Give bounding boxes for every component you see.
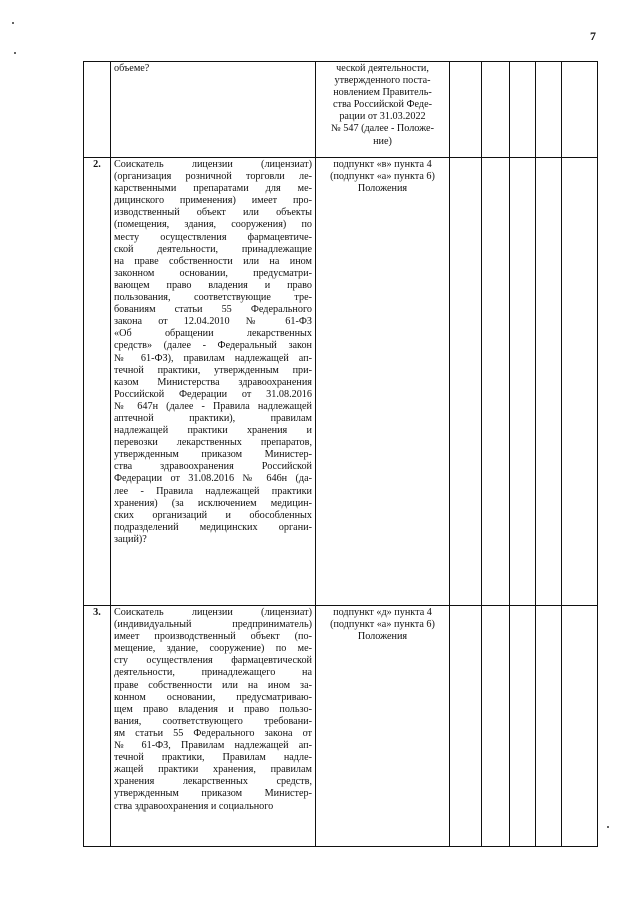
scan-speck bbox=[14, 52, 16, 54]
question-line: конном основании, предусматриваю- bbox=[114, 691, 312, 703]
reference-line: ства Российской Феде- bbox=[332, 99, 432, 111]
question-line: законном основании, предусматри- bbox=[114, 267, 312, 279]
question-line: сту осуществления фармацевтической bbox=[114, 655, 312, 667]
question-line: имеет производственный объект (по- bbox=[114, 631, 312, 643]
question-line: объеме? bbox=[114, 63, 150, 74]
answer-no-cell bbox=[482, 606, 510, 847]
answer-yes-cell bbox=[450, 158, 482, 606]
reference-line: № 547 (далее - Положе- bbox=[331, 123, 434, 135]
question-line: вания, соответствующего требовани- bbox=[114, 715, 312, 727]
notes-cell bbox=[562, 158, 598, 606]
question-line: деятельности, принадлежащего на bbox=[114, 667, 312, 679]
answer-extra-cell bbox=[536, 158, 562, 606]
question-line: (индивидуальный предприниматель) bbox=[114, 619, 312, 631]
reference-line: ние) bbox=[373, 135, 392, 147]
notes-cell bbox=[562, 606, 598, 847]
reference-line: (подпункт «а» пункта 6) bbox=[330, 171, 435, 183]
question-line: закона от 12.04.2010 № 61-ФЗ bbox=[114, 316, 312, 328]
question-line: № 647н (далее - Правила надлежащей bbox=[114, 400, 312, 412]
question-line: (помещения, здания, сооружения) по bbox=[114, 219, 312, 231]
answer-no-cell bbox=[482, 158, 510, 606]
question-cell bbox=[111, 158, 316, 606]
question-line: хранения) (за исключением медицин- bbox=[114, 497, 312, 509]
row-number: 2. bbox=[84, 158, 111, 606]
question-line: ских организаций и обособленных bbox=[114, 509, 312, 521]
question-line: утвержденным приказом Министер- bbox=[114, 788, 312, 800]
question-line: месту осуществления фармацевтиче- bbox=[114, 231, 312, 243]
answer-na-cell bbox=[510, 606, 536, 847]
question-cell bbox=[111, 606, 316, 847]
question-line: перевозки лекарственных препаратов, bbox=[114, 437, 312, 449]
notes-cell bbox=[562, 62, 598, 158]
answer-extra-cell bbox=[536, 606, 562, 847]
reference-line: Положения bbox=[357, 183, 408, 195]
question-line: на праве собственности или на ином bbox=[114, 255, 312, 267]
reference-line: (подпункт «а» пункта 6) bbox=[330, 619, 435, 631]
question-line: бованиям статьи 55 Федерального bbox=[114, 304, 312, 316]
row-number: 3. bbox=[84, 606, 111, 847]
question-line: течной практики, Правилам надле- bbox=[114, 752, 312, 764]
question-line: хранения лекарственных средств, bbox=[114, 776, 312, 788]
scan-speck bbox=[607, 826, 609, 828]
answer-na-cell bbox=[510, 158, 536, 606]
question-line: аптечной практики), правилам bbox=[114, 412, 312, 424]
table-row bbox=[84, 62, 598, 158]
reference-line: рации от 31.03.2022 bbox=[339, 111, 426, 123]
question-line: вающем право владения и право bbox=[114, 279, 312, 291]
question-line: средств» (далее - Федеральный закон bbox=[114, 340, 312, 352]
reference-line: новлением Правитель- bbox=[333, 87, 432, 99]
question-line: дицинского применения) имеет про- bbox=[114, 195, 312, 207]
question-line: Российской Федерации от 31.08.2016 bbox=[114, 388, 312, 400]
reference-line: подпункт «д» пункта 4 bbox=[333, 607, 432, 618]
reference-line: утвержденного поста- bbox=[334, 75, 431, 87]
question-line: изводственный объект или объекты bbox=[114, 207, 312, 219]
question-line: пользования, соответствующие тре- bbox=[114, 292, 312, 304]
question-line: надлежащей практики хранения и bbox=[114, 425, 312, 437]
table-row bbox=[84, 158, 598, 606]
question-line: ям статьи 55 Федерального закона от bbox=[114, 727, 312, 739]
question-line: Соискатель лицензии (лицензиат) bbox=[114, 159, 312, 170]
reference-cell bbox=[316, 62, 450, 158]
requirements-table bbox=[83, 61, 598, 847]
question-line: ства здравоохранения Российской bbox=[114, 461, 312, 473]
question-line: лее - Правила надлежащей практики bbox=[114, 485, 312, 497]
question-line: утвержденным приказом Министер- bbox=[114, 449, 312, 461]
reference-line: Положения bbox=[357, 631, 408, 643]
question-line: № 61-ФЗ, Правилам надлежащей ап- bbox=[114, 740, 312, 752]
reference-line: подпункт «в» пункта 4 bbox=[333, 159, 432, 170]
answer-na-cell bbox=[510, 62, 536, 158]
reference-cell bbox=[316, 158, 450, 606]
row-number bbox=[84, 62, 111, 158]
answer-no-cell bbox=[482, 62, 510, 158]
question-line: (организация розничной торговли ле- bbox=[114, 171, 312, 183]
table-row bbox=[84, 606, 598, 847]
question-line: щем право владения и право пользо- bbox=[114, 703, 312, 715]
question-line: Федерации от 31.08.2016 № 646н (да- bbox=[114, 473, 312, 485]
question-line: праве собственности или на ином за- bbox=[114, 679, 312, 691]
answer-extra-cell bbox=[536, 62, 562, 158]
reference-cell bbox=[316, 606, 450, 847]
answer-yes-cell bbox=[450, 606, 482, 847]
question-line: мещение, здание, сооружение) по ме- bbox=[114, 643, 312, 655]
question-cell bbox=[111, 62, 316, 158]
answer-yes-cell bbox=[450, 62, 482, 158]
question-line: казом Министерства здравоохранения bbox=[114, 376, 312, 388]
question-line: течной практики, утвержденным при- bbox=[114, 364, 312, 376]
scan-speck bbox=[12, 22, 14, 24]
question-line: Соискатель лицензии (лицензиат) bbox=[114, 607, 312, 618]
question-line: «Об обращении лекарственных bbox=[114, 328, 312, 340]
page-number: 7 bbox=[590, 29, 596, 43]
question-line: № 61-ФЗ), правилам надлежащей ап- bbox=[114, 352, 312, 364]
question-line: ской деятельности, принадлежащие bbox=[114, 243, 312, 255]
question-line: подразделений медицинских органи- bbox=[114, 521, 312, 533]
question-line: заций)? bbox=[114, 533, 147, 545]
question-line: карственными препаратами для ме- bbox=[114, 183, 312, 195]
reference-line: ческой деятельности, bbox=[336, 63, 429, 74]
question-line: жащей практики хранения, правилам bbox=[114, 764, 312, 776]
question-line: ства здравоохранения и социального bbox=[114, 800, 274, 812]
